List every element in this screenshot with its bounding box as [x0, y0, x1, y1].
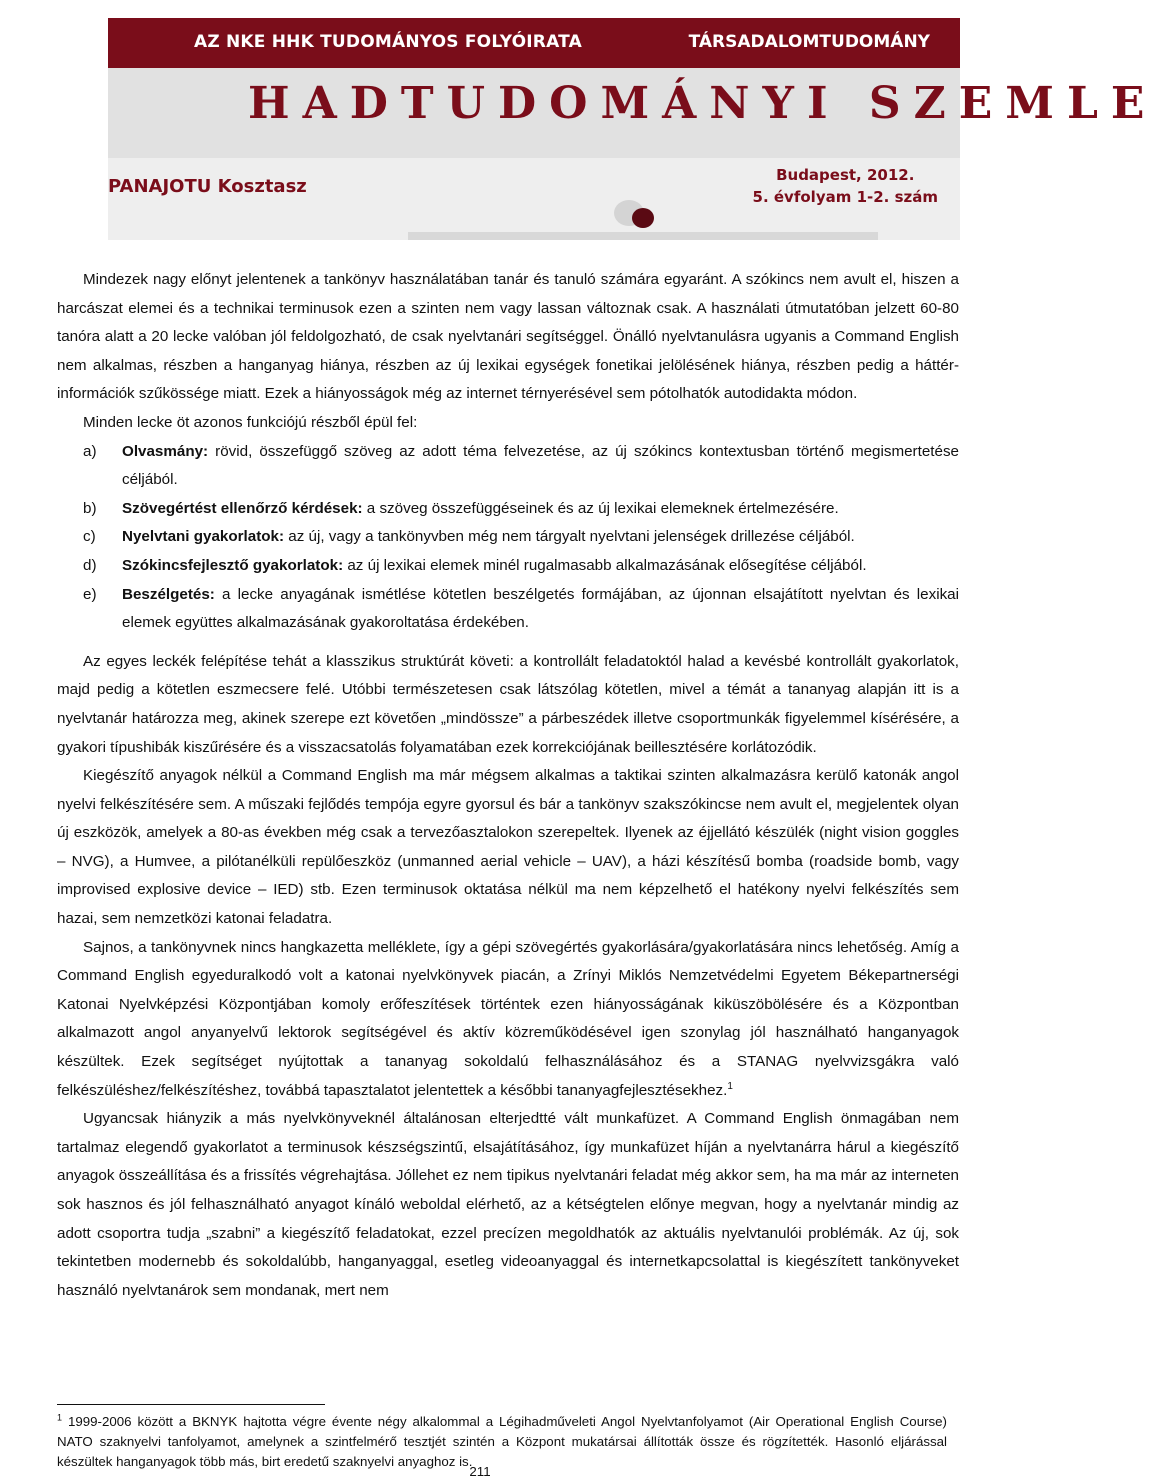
list-item-term: Olvasmány: [122, 442, 209, 460]
list-item-label: a) [83, 442, 97, 460]
footnote [57, 1412, 947, 1472]
paragraph-5 [57, 934, 959, 1106]
list-item-term: Beszélgetés: [122, 585, 215, 603]
publication-info [753, 164, 938, 208]
journal-main-title: HADTUDOMÁNYI SZEMLE [248, 78, 1157, 129]
page-number: 211 [469, 1464, 491, 1479]
list-item-term: Nyelvtani gyakorlatok: [122, 528, 285, 546]
list-item-text: a szöveg összefüggéseinek és az új lexikai elemeknek értelmezésére. [362, 499, 839, 517]
paragraph-1: Mindezek nagy előnyt jelentenek a tankönyv használatában tanár és tanuló számára egyaránt. A szókincs nem avult el, hiszen a harcászat elemei és a technikai terminusok ezen a szinten nem vagy lassan változnak csak. A használati útmutatóban jelzett 60-80 tanóra alatt a 20 lecke valóban jól feldolgozható, de csak nyelvtanári segítséggel. Önálló nyelvtanulásra ugyanis a Command English nem alkalmas, részben a hanganyag hiánya, részben az új lexikai egységek fonetikai jelölésének hiánya, részben pedig a háttér-információk szűkössége miatt. Ezek a hiányosságok még az internet térnyerésével sem pótolhatók autodidakta módon. [57, 271, 959, 403]
header-accent-bar [408, 232, 878, 240]
list-item-term: Szövegértést ellenőrző kérdések: [122, 499, 363, 517]
journal-title: AZ NKE HHK TUDOMÁNYOS FOLYÓIRATA [194, 32, 582, 52]
list-item [57, 523, 959, 552]
paragraph-3: Az egyes leckék felépítése tehát a klasszikus struktúrát követi: a kontrollált feladatoktól halad a kevésbé kontrollált gyakorlatok, majd pedig a kötetlen eszmecsere felé. Utóbbi természetesen csak látszólag kötetlen, mivel a témát a tananyag alapján itt is a nyelvtanár határozza meg, akinek szerepe ezt követően „mindössze” a párbeszédek illetve csoportmunkák figyelemmel kísérésére, a gyakori típushibák kiszűrésére és a visszacsatolás folyamatában ezek korrekciójának beillesztésére korlátozódik. [57, 652, 959, 756]
list-item-label: c) [83, 528, 96, 546]
decorative-dot-icon [632, 208, 654, 228]
paragraph-2: Minden lecke öt azonos funkciójú részből épül fel: [83, 413, 418, 431]
footnote-separator [57, 1404, 325, 1405]
article-body [57, 266, 959, 1305]
list-item-label: e) [83, 585, 97, 603]
paragraph-6: Ugyancsak hiányzik a más nyelvkönyveknél általánosan elterjedtté vált munkafüzet. A Command English önmagában nem tartalmaz elegendő gyakorlatot a terminusok készségszintű, elsajátításához, így munkafüzet híján a nyelvtanárra hárul a kiegészítő anyagok összeállítása és a frissítés végrehajtása. Jóllehet ez nem tipikus nyelvtanári feladat még akkor sem, ha ma már az interneten sok hasznos és jól felhasználható anyagot kínáló weboldal elérhető, az a kétségtelen előnye megvan, hogy a nyelvtanár mindig az adott csoportra tudja „szabni” a kiegészítő feladatokat, ezzel precízen megoldhatók az aktuális nyelvtanulói problémák. Az új, sok tekintetben modernebb és sokoldalúbb, hanganyaggal, esetleg videoanyaggal és internetkapcsolattal is kiegészített tankönyveket használó nyelvtanárok sem mondanak, mert nem [57, 1110, 959, 1299]
list-item-label: d) [83, 556, 97, 574]
list-item [57, 581, 959, 638]
journal-header [108, 0, 1157, 240]
journal-section: TÁRSADALOMTUDOMÁNY [688, 32, 930, 52]
paragraph-5-text: Sajnos, a tankönyvnek nincs hangkazetta melléklete, így a gépi szövegértés gyakorlására/gyakorlatására nincs lehetőség. Amíg a Command English egyeduralkodó volt a katonai nyelvkönyvek piacán, a Zrínyi Miklós Nemzetvédelmi Egyetem Békepartnerségi Katonai Nyelvképzési Központjában komoly erőfeszítések történtek ezen hiányosságának kiküszöbölésére és a Központban alkalmazott angol anyanyelvű lektorok segítségével és aktív közreműködésével igen szonylag jól használható hanganyagok készültek. Ezek segítséget nyújtottak a tananyag sokoldalú felhasználásához és a STANAG nyelvvizsgákra való felkészüléshez/felkészítéshez, továbbá tapasztalatot jelentettek a későbbi tananyagfejlesztésekhez. [57, 938, 959, 1099]
footnote-reference[interactable]: 1 [727, 1080, 733, 1092]
footnote-text: 1999-2006 között a BKNYK hajtotta végre évente négy alkalommal a Légihadműveleti Angol Nyelvtanfolyamot (Air Operational English Course) NATO szaknyelvi tanfolyamot, amelynek a szintfelmérő tesztjét szintén a Központ mukatársai állították össze és rögzítették. Hasonló eljárással készültek hanganyagok több más, birt eredetű szaknyelvi anyaghoz is. [57, 1414, 947, 1469]
list-item-text: rövid, összefüggő szöveg az adott téma felvezetése, az új szókincs kontextusban történő megismertetése céljából. [122, 442, 959, 489]
article-author: PANAJOTU Kosztasz [108, 176, 307, 197]
place-year: Budapest, 2012. [776, 166, 915, 184]
list-item-term: Szókincsfejlesztő gyakorlatok: [122, 556, 344, 574]
list-item [57, 495, 959, 524]
paragraph-4: Kiegészítő anyagok nélkül a Command English ma már mégsem alkalmas a taktikai szinten alkalmazásra kerülő katonák angol nyelvi felkészítésére sem. A műszaki fejlődés tempója egyre gyorsul és bár a tankönyv szakszókincse nem avult el, megjelentek olyan új eszközök, amelyek a 80-as években még csak a tervezőasztalokon szerepeltek. Ilyenek az éjjellátó készülék (night vision goggles – NVG), a Humvee, a pilótanélküli repülőeszköz (unmanned aerial vehicle – UAV), a házi készítésű bomba (roadside bomb, vagy improvised explosive device – IED) stb. Ezen terminusok oktatása nélkül ma nem képzelhető el hatékony nyelvi felkészítés sem hazai, sem nemzetközi katonai feladatra. [57, 767, 959, 928]
list-item-label: b) [83, 499, 97, 517]
volume-issue: 5. évfolyam 1-2. szám [752, 188, 938, 206]
lesson-parts-list [57, 438, 959, 638]
footnote-number: 1 [57, 1412, 63, 1423]
list-item [57, 438, 959, 495]
list-item [57, 552, 959, 581]
list-item-text: az új lexikai elemek minél rugalmasabb alkalmazásának elősegítése céljából. [343, 556, 867, 574]
list-item-text: az új, vagy a tankönyvben még nem tárgyalt nyelvtani jelenségek drillezése céljából. [284, 528, 855, 546]
list-item-text: a lecke anyagának ismétlése kötetlen beszélgetés formájában, az újonnan elsajátított nyelvtan és lexikai elemek együttes alkalmazásának gyakoroltatása érdekében. [122, 585, 959, 632]
